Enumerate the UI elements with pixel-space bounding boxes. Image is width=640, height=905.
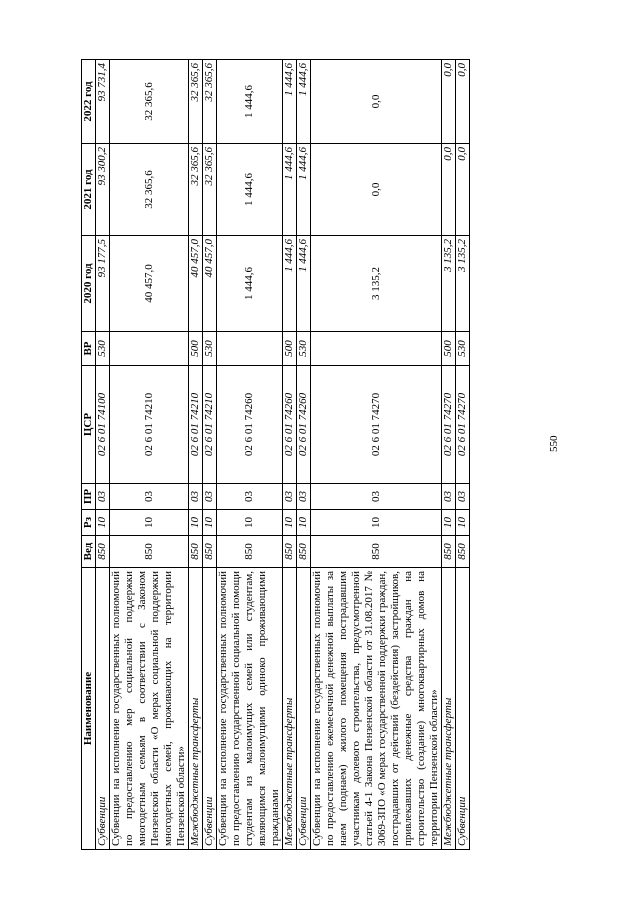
table-cell-rz: 10 — [456, 510, 470, 536]
table-cell-ved: 850 — [283, 536, 297, 568]
table-cell-pr: 03 — [297, 484, 311, 510]
table-cell-2022: 32 365,6 — [189, 60, 203, 144]
table-cell-rz: 10 — [96, 510, 110, 536]
table-cell-csr: 02 6 01 74210 — [203, 366, 217, 484]
table-cell-2020: 3 135,2 — [442, 236, 456, 332]
table-cell-name: Межбюджетные трансферты — [442, 568, 456, 850]
table-cell-2020: 40 457,0 — [203, 236, 217, 332]
table-cell-pr: 03 — [203, 484, 217, 510]
table-cell-vr: 500 — [189, 332, 203, 366]
table-cell-pr: 03 — [189, 484, 203, 510]
table-cell-name: Межбюджетные трансферты — [283, 568, 297, 850]
table-cell-csr: 02 6 01 74100 — [96, 366, 110, 484]
table-cell-2020: 93 177,5 — [96, 236, 110, 332]
table-cell-vr: 530 — [96, 332, 110, 366]
header-ved: Вед — [82, 536, 96, 568]
table-cell-vr — [311, 332, 442, 366]
table-cell-2022: 32 365,6 — [203, 60, 217, 144]
table-row — [110, 60, 189, 850]
table-cell-2020: 1 444,6 — [297, 236, 311, 332]
table-cell-ved: 850 — [311, 536, 442, 568]
table-cell-vr: 530 — [297, 332, 311, 366]
table-cell-vr: 530 — [203, 332, 217, 366]
table-cell-name: Субвенции — [297, 568, 311, 850]
table-cell-name: Субвенции — [203, 568, 217, 850]
header-2021: 2021 год — [82, 144, 96, 236]
table-cell-vr: 500 — [283, 332, 297, 366]
table-cell-ved: 850 — [297, 536, 311, 568]
table-cell-pr: 03 — [283, 484, 297, 510]
table-cell-vr — [110, 332, 189, 366]
table-cell-2022: 0,0 — [442, 60, 456, 144]
table-cell-ved: 850 — [96, 536, 110, 568]
table-header-row — [82, 60, 96, 850]
table-row — [283, 60, 297, 850]
table-cell-pr: 03 — [456, 484, 470, 510]
header-pr: ПР — [82, 484, 96, 510]
table-cell-2021: 32 365,6 — [203, 144, 217, 236]
table-cell-rz: 10 — [217, 510, 283, 536]
table-cell-rz: 10 — [442, 510, 456, 536]
table-cell-name: Субвенции на исполнение государственных полномочий по предоставлению государственной социальной помощи студентам из малоимущих семей или студентам, являющимся малоимущими одиноко проживающими гражданами — [217, 568, 283, 850]
table-cell-name: Межбюджетные трансферты — [189, 568, 203, 850]
table-cell-2020: 1 444,6 — [217, 236, 283, 332]
table-cell-pr: 03 — [110, 484, 189, 510]
table-cell-csr: 02 6 01 74270 — [442, 366, 456, 484]
table-cell-2022: 32 365,6 — [110, 60, 189, 144]
table-cell-rz: 10 — [110, 510, 189, 536]
page-number: 550 — [548, 435, 560, 452]
table-cell-ved: 850 — [203, 536, 217, 568]
table-row — [96, 60, 110, 850]
table-cell-2020: 40 457,0 — [110, 236, 189, 332]
table-cell-2021: 1 444,6 — [297, 144, 311, 236]
table-cell-2020: 1 444,6 — [283, 236, 297, 332]
table-cell-csr: 02 6 01 74260 — [297, 366, 311, 484]
table-cell-2021: 0,0 — [311, 144, 442, 236]
table-cell-ved: 850 — [442, 536, 456, 568]
table-cell-name: Субвенции на исполнение государственных полномочий по предоставлению ежемесячной денежной выплаты за наем (поднаем) жилого помещения пострадавшим участникам долевого строительства, предусмотренной статьей 4-1 Закона Пензенской области от 31.08.2017 № 3069-ЗПО «О мерах государственной поддержки граждан, пострадавших от действий (бездействия) застройщиков, привлекавших денежные средства граждан на строительство (создание) многоквартирных домов на территории Пензенской области» — [311, 568, 442, 850]
table-row — [297, 60, 311, 850]
header-rz: Рз — [82, 510, 96, 536]
budget-table — [81, 59, 470, 850]
table-cell-csr: 02 6 01 74260 — [217, 366, 283, 484]
table-cell-pr: 03 — [311, 484, 442, 510]
table-cell-rz: 10 — [203, 510, 217, 536]
table-cell-ved: 850 — [189, 536, 203, 568]
table-row — [456, 60, 470, 850]
table-cell-name: Субвенции — [456, 568, 470, 850]
table-row — [217, 60, 283, 850]
table-cell-rz: 10 — [297, 510, 311, 536]
table-cell-ved: 850 — [217, 536, 283, 568]
table-cell-2021: 32 365,6 — [110, 144, 189, 236]
table-cell-pr: 03 — [217, 484, 283, 510]
table-row — [203, 60, 217, 850]
table-cell-2021: 0,0 — [456, 144, 470, 236]
table-cell-vr: 500 — [442, 332, 456, 366]
header-name: Наименование — [82, 568, 96, 850]
table-cell-rz: 10 — [283, 510, 297, 536]
header-2020: 2020 год — [82, 236, 96, 332]
table-row — [311, 60, 442, 850]
rotated-table-container — [81, 60, 535, 850]
header-2022: 2022 год — [82, 60, 96, 144]
header-vr: ВР — [82, 332, 96, 366]
table-cell-ved: 850 — [456, 536, 470, 568]
table-cell-rz: 10 — [311, 510, 442, 536]
table-cell-2022: 1 444,6 — [217, 60, 283, 144]
table-cell-pr: 03 — [442, 484, 456, 510]
table-cell-csr: 02 6 01 74210 — [110, 366, 189, 484]
table-cell-2020: 40 457,0 — [189, 236, 203, 332]
table-cell-2020: 3 135,2 — [456, 236, 470, 332]
table-cell-2022: 1 444,6 — [297, 60, 311, 144]
table-cell-2021: 1 444,6 — [283, 144, 297, 236]
table-cell-name: Субвенции — [96, 568, 110, 850]
table-cell-2021: 1 444,6 — [217, 144, 283, 236]
table-cell-2022: 93 731,4 — [96, 60, 110, 144]
table-cell-csr: 02 6 01 74260 — [283, 366, 297, 484]
table-cell-2021: 93 300,2 — [96, 144, 110, 236]
table-cell-pr: 03 — [96, 484, 110, 510]
table-cell-2021: 32 365,6 — [189, 144, 203, 236]
table-cell-ved: 850 — [110, 536, 189, 568]
table-cell-2022: 0,0 — [311, 60, 442, 144]
table-cell-name: Субвенции на исполнение государственных полномочий по предоставлению мер социальной поддержки многодетным семьям в соответствии с Законом Пензенской области «О мерах социальной поддержки многодетных семей, проживающих на территории Пензенской области» — [110, 568, 189, 850]
table-cell-2022: 1 444,6 — [283, 60, 297, 144]
header-csr: ЦСР — [82, 366, 96, 484]
table-cell-vr — [217, 332, 283, 366]
table-cell-csr: 02 6 01 74270 — [456, 366, 470, 484]
table-cell-vr: 530 — [456, 332, 470, 366]
table-cell-2021: 0,0 — [442, 144, 456, 236]
table-row — [189, 60, 203, 850]
table-cell-csr: 02 6 01 74270 — [311, 366, 442, 484]
table-cell-rz: 10 — [189, 510, 203, 536]
table-row — [442, 60, 456, 850]
table-cell-2022: 0,0 — [456, 60, 470, 144]
table-cell-2020: 3 135,2 — [311, 236, 442, 332]
table-cell-csr: 02 6 01 74210 — [189, 366, 203, 484]
